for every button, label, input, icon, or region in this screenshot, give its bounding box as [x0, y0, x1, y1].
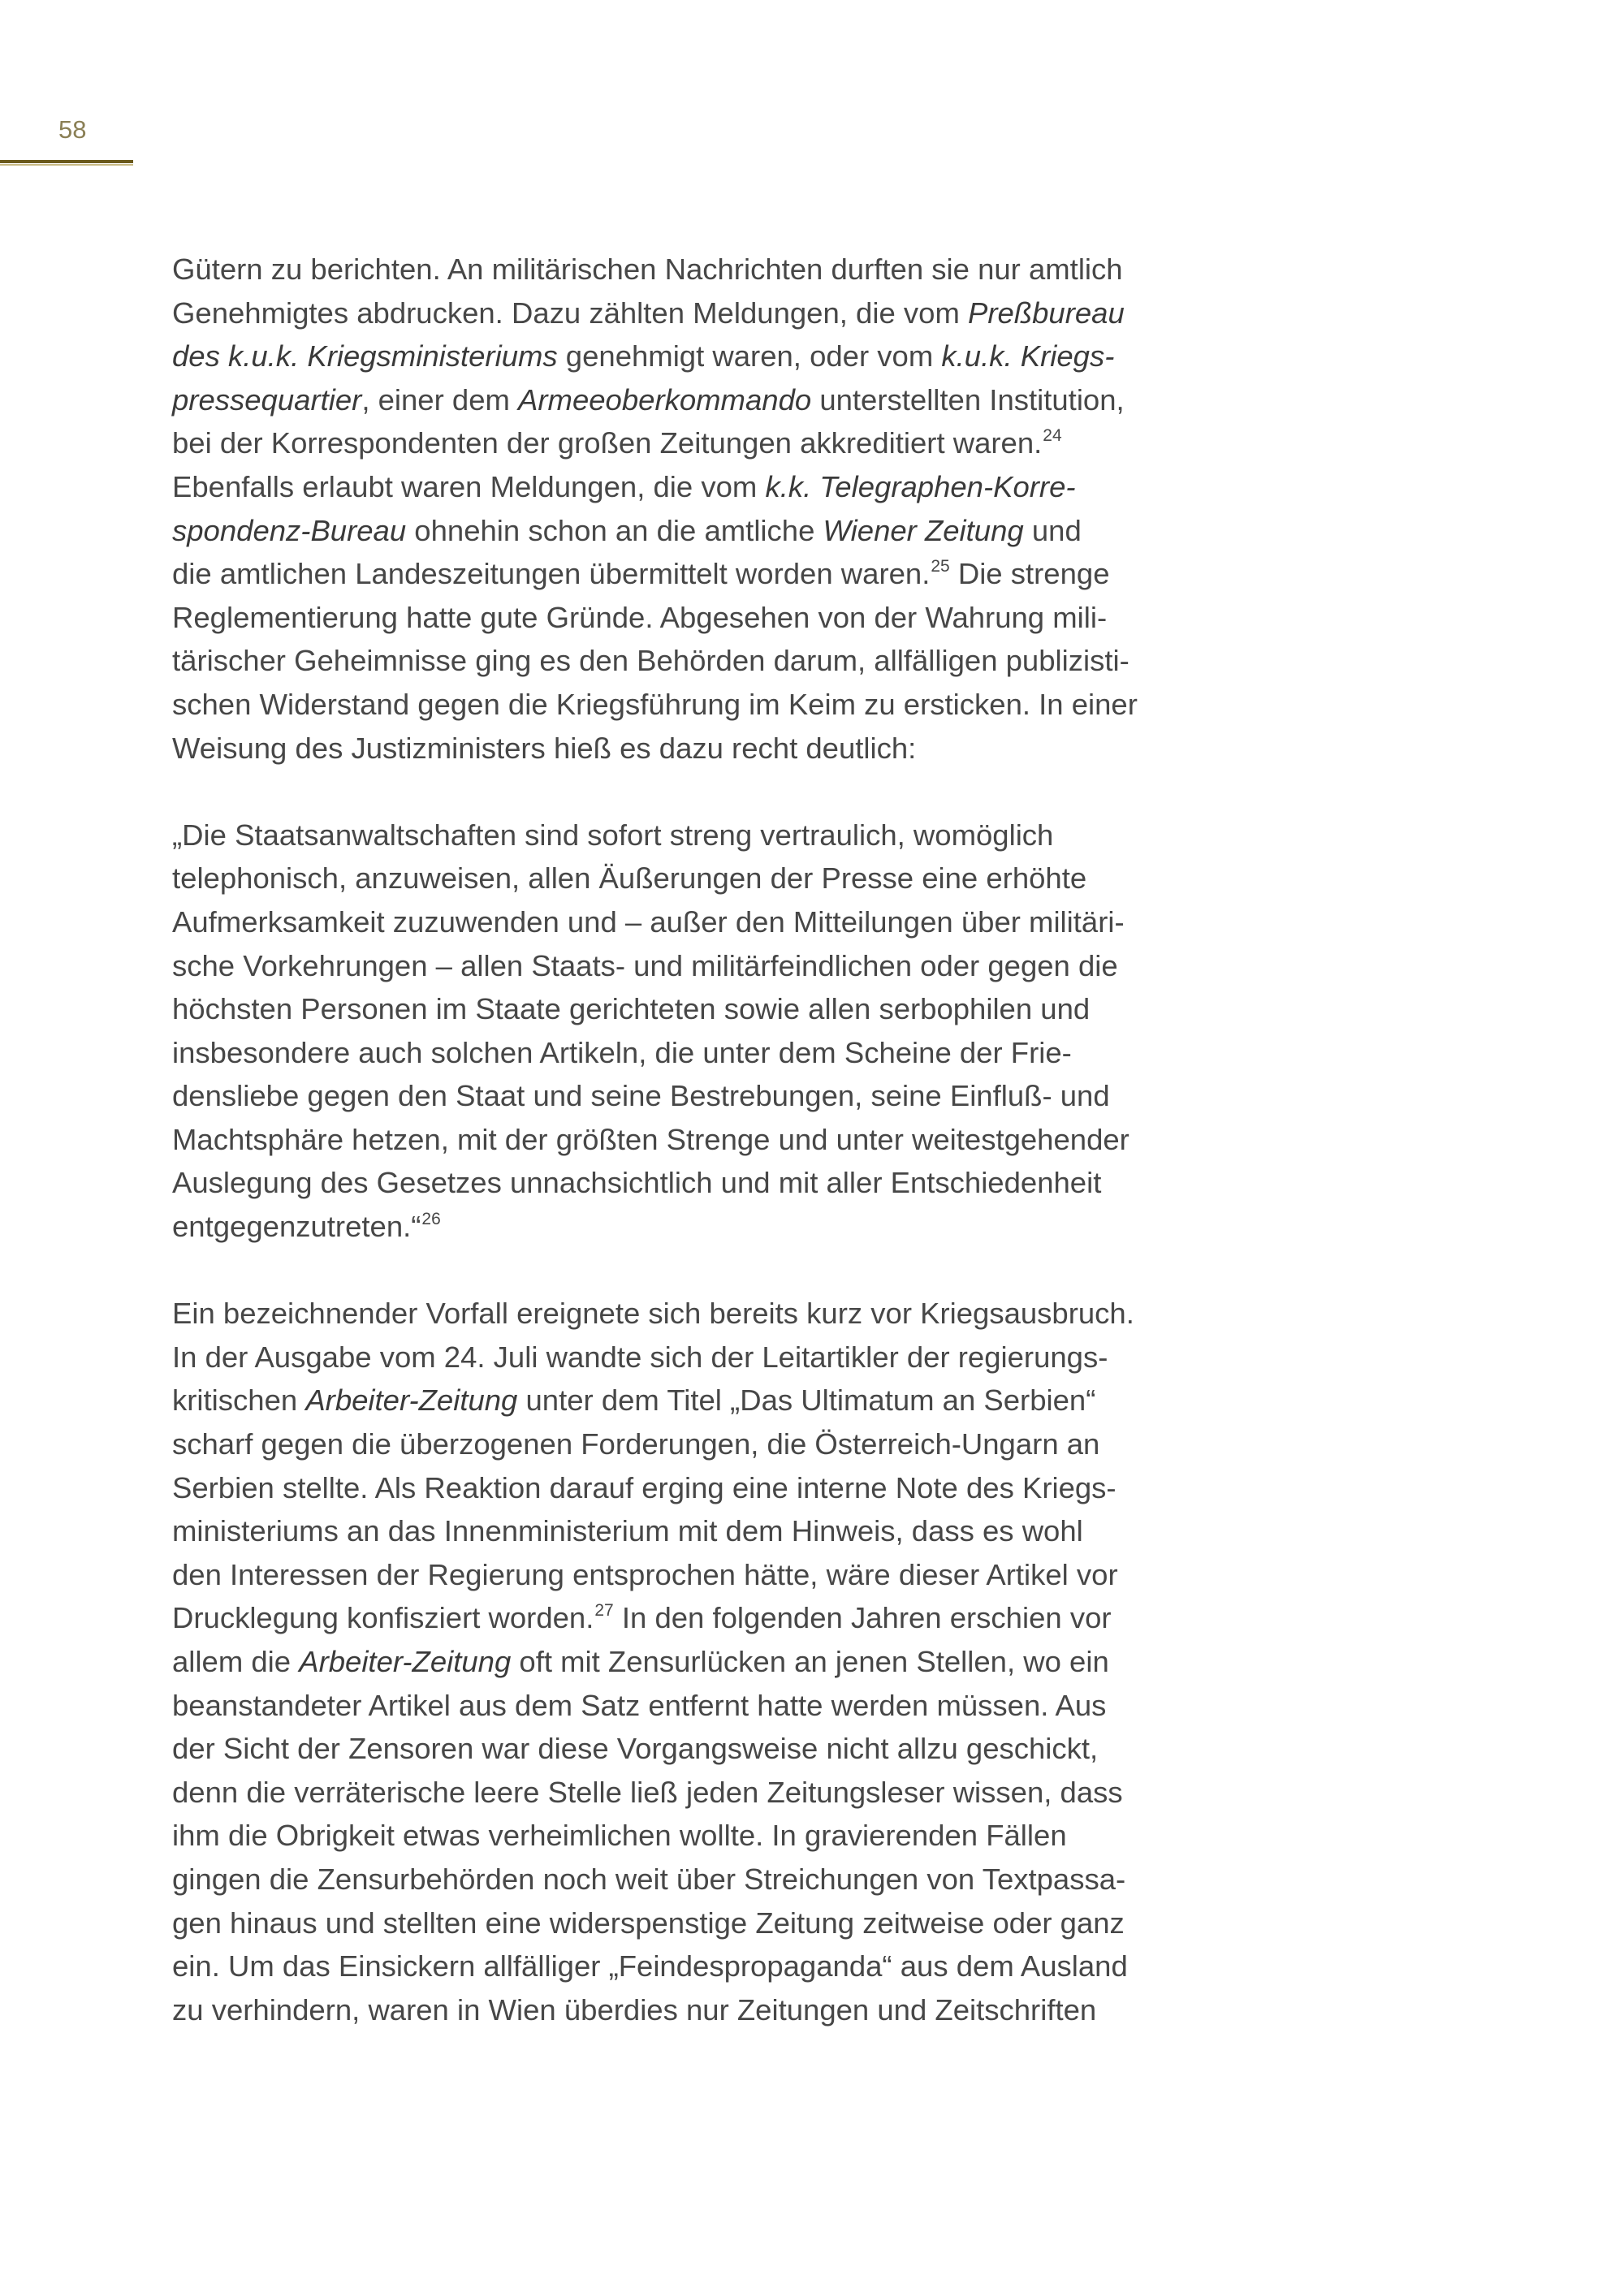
- text-line: [172, 1466, 1244, 1510]
- text-segment: beanstandeter Artikel aus dem Satz entfernt hatte werden müssen. Aus: [172, 1688, 1107, 1722]
- block-quote: [172, 814, 1244, 1249]
- text-segment: ministeriums an das Innenministerium mit dem Hinweis, dass es wohl: [172, 1514, 1083, 1548]
- text-line: [172, 987, 1244, 1031]
- text-segment: genehmigt waren, oder vom: [557, 339, 942, 373]
- text-segment: und: [1023, 513, 1082, 547]
- text-line: [172, 335, 1244, 378]
- text-line: [172, 1553, 1244, 1597]
- text-line: [172, 1684, 1244, 1728]
- text-segment: entgegenzutreten.“: [172, 1210, 421, 1244]
- italic-title: spondenz-Bureau: [172, 513, 407, 547]
- header-rule-dark-line: [0, 160, 133, 163]
- text-line: [172, 1074, 1244, 1118]
- text-line: [172, 552, 1244, 596]
- text-line: [172, 596, 1244, 640]
- text-segment: ohnehin schon an die amtliche: [406, 513, 823, 547]
- paragraph: [172, 1292, 1244, 2031]
- text-segment: gen hinaus und stellten eine widerspenstige Zeitung zeitweise oder ganz: [172, 1906, 1125, 1940]
- footnote-reference: 24: [1043, 426, 1062, 446]
- text-segment: scharf gegen die überzogenen Forderungen, die Österreich-Ungarn an: [172, 1427, 1100, 1461]
- text-segment: sche Vorkehrungen – allen Staats- und militärfeindlichen oder gegen die: [172, 948, 1118, 982]
- text-segment: unter dem Titel „Das Ultimatum an Serbien“: [517, 1383, 1096, 1418]
- text-line: [172, 1422, 1244, 1466]
- text-segment: Ein bezeichnender Vorfall ereignete sich bereits kurz vor Kriegsausbruch.: [172, 1297, 1134, 1331]
- text-line: [172, 1988, 1244, 2032]
- italic-title: Preßbureau: [968, 296, 1125, 330]
- text-segment: Genehmigtes abdrucken. Dazu zählten Meldungen, die vom: [172, 296, 968, 330]
- text-segment: Die strenge: [949, 557, 1110, 591]
- italic-title: Arbeiter-Zeitung: [299, 1645, 512, 1678]
- footnote-reference: 26: [421, 1210, 441, 1229]
- text-line: [172, 421, 1244, 465]
- text-segment: gingen die Zensurbehörden noch weit über Streichungen von Textpassa-: [172, 1862, 1126, 1896]
- text-line: [172, 1379, 1244, 1422]
- text-line: [172, 378, 1244, 422]
- italic-title: k.u.k. Kriegs-: [941, 339, 1115, 373]
- text-line: [172, 509, 1244, 553]
- header-rule: [0, 160, 133, 166]
- text-segment: der Sicht der Zensoren war diese Vorgangsweise nicht allzu geschickt,: [172, 1732, 1099, 1766]
- text-line: [172, 1118, 1244, 1162]
- text-line: [172, 1814, 1244, 1858]
- text-segment: allem die: [172, 1645, 300, 1678]
- italic-title: pressequartier: [172, 382, 362, 417]
- text-segment: ihm die Obrigkeit etwas verheimlichen wollte. In gravierenden Fällen: [172, 1819, 1067, 1853]
- text-line: [172, 1771, 1244, 1815]
- text-line: [172, 248, 1244, 291]
- text-line: [172, 1205, 1244, 1249]
- text-segment: ein. Um das Einsickern allfälliger „Feindespropaganda“ aus dem Ausland: [172, 1949, 1128, 1983]
- text-segment: zu verhindern, waren in Wien überdies nur Zeitungen und Zeitschriften: [172, 1992, 1097, 2027]
- text-segment: Reglementierung hatte gute Gründe. Abgesehen von der Wahrung mili-: [172, 600, 1108, 634]
- text-segment: tärischer Geheimnisse ging es den Behörden darum, allfälligen publizisti-: [172, 644, 1129, 678]
- text-segment: „Die Staatsanwaltschaften sind sofort streng vertraulich, womöglich: [172, 818, 1054, 852]
- body-text: [172, 248, 1244, 2075]
- italic-title: k.k. Telegraphen-Korre-: [765, 469, 1076, 503]
- text-line: [172, 683, 1244, 727]
- text-segment: Weisung des Justizministers hieß es dazu recht deutlich:: [172, 731, 917, 765]
- text-segment: bei der Korrespondenten der großen Zeitungen akkreditiert waren.: [172, 426, 1043, 460]
- text-line: [172, 1901, 1244, 1945]
- text-line: [172, 900, 1244, 944]
- page-number: 58: [58, 115, 87, 144]
- text-line: [172, 857, 1244, 900]
- text-segment: den Interessen der Regierung entsprochen hätte, wäre dieser Artikel vor: [172, 1557, 1118, 1591]
- text-segment: , einer dem: [361, 382, 519, 417]
- text-segment: höchsten Personen im Staate gerichteten sowie allen serbophilen und: [172, 992, 1091, 1026]
- text-segment: densliebe gegen den Staat und seine Bestrebungen, seine Einfluß- und: [172, 1079, 1110, 1113]
- text-segment: Serbien stellte. Als Reaktion darauf erging eine interne Note des Kriegs-: [172, 1470, 1116, 1504]
- text-line: [172, 814, 1244, 857]
- text-segment: die amtlichen Landeszeitungen übermittelt worden waren.: [172, 557, 931, 591]
- text-line: [172, 1292, 1244, 1336]
- text-segment: schen Widerstand gegen die Kriegsführung im Keim zu ersticken. In einer: [172, 687, 1138, 721]
- text-segment: unterstellten Institution,: [811, 382, 1125, 417]
- text-segment: In der Ausgabe vom 24. Juli wandte sich der Leitartikler der regierungs-: [172, 1340, 1108, 1374]
- text-segment: Gütern zu berichten. An militärischen Nachrichten durften sie nur amtlich: [172, 253, 1123, 286]
- text-line: [172, 291, 1244, 335]
- text-segment: In den folgenden Jahren erschien vor: [613, 1601, 1112, 1635]
- text-line: [172, 1031, 1244, 1075]
- text-segment: Auslegung des Gesetzes unnachsichtlich und mit aller Entschiedenheit: [172, 1166, 1102, 1200]
- text-segment: Machtsphäre hetzen, mit der größten Strenge und unter weitestgehender: [172, 1122, 1129, 1156]
- text-line: [172, 1727, 1244, 1771]
- header-rule-light-line: [0, 164, 133, 166]
- text-line: [172, 1640, 1244, 1684]
- text-line: [172, 727, 1244, 770]
- text-segment: Ebenfalls erlaubt waren Meldungen, die vom: [172, 469, 766, 503]
- text-segment: Aufmerksamkeit zuzuwenden und – außer den Mitteilungen über militäri-: [172, 904, 1125, 939]
- text-segment: denn die verräterische leere Stelle ließ jeden Zeitungsleser wissen, dass: [172, 1775, 1123, 1809]
- text-line: [172, 1336, 1244, 1379]
- text-line: [172, 1858, 1244, 1901]
- text-line: [172, 465, 1244, 509]
- paragraph: [172, 248, 1244, 770]
- italic-title: Wiener Zeitung: [823, 513, 1024, 547]
- footnote-reference: 27: [594, 1601, 614, 1621]
- text-segment: insbesondere auch solchen Artikeln, die unter dem Scheine der Frie-: [172, 1035, 1072, 1069]
- text-line: [172, 1945, 1244, 1988]
- italic-title: Armeeoberkommando: [518, 382, 812, 417]
- text-segment: Drucklegung konfisziert worden.: [172, 1601, 594, 1635]
- footnote-reference: 25: [931, 557, 950, 576]
- text-line: [172, 1161, 1244, 1205]
- text-segment: oft mit Zensurlücken an jenen Stellen, wo ein: [511, 1645, 1109, 1678]
- italic-title: des k.u.k. Kriegsministeriums: [172, 339, 558, 373]
- text-line: [172, 944, 1244, 988]
- text-line: [172, 1596, 1244, 1640]
- text-segment: kritischen: [172, 1383, 306, 1418]
- text-line: [172, 639, 1244, 683]
- text-line: [172, 1509, 1244, 1553]
- text-segment: telephonisch, anzuweisen, allen Äußerungen der Presse eine erhöhte: [172, 861, 1087, 896]
- italic-title: Arbeiter-Zeitung: [305, 1383, 518, 1418]
